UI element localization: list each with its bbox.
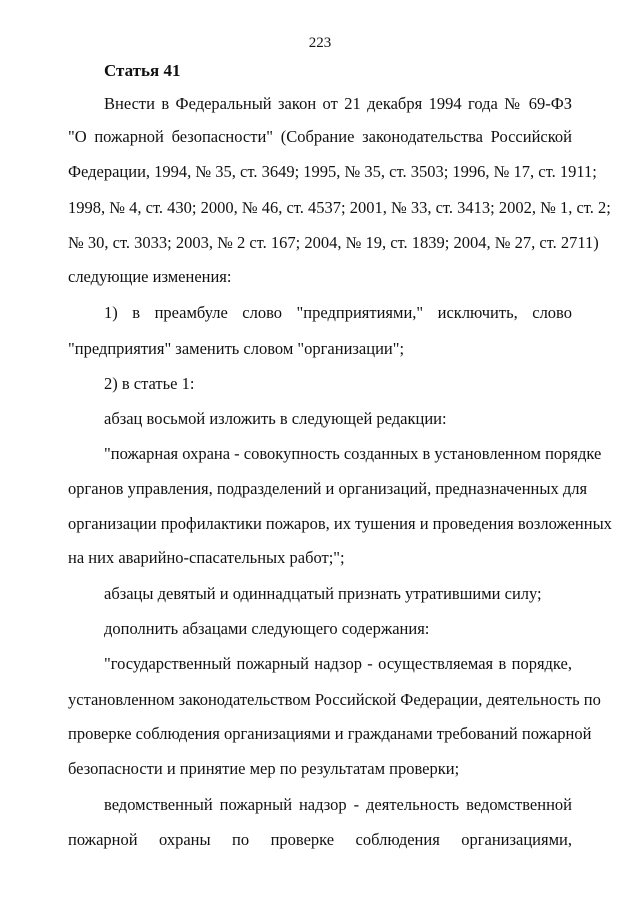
text-line: дополнить абзацами следующего содержания: [104, 619, 430, 638]
text-line: 2) в статье 1: [104, 374, 195, 393]
text-line: органов управления, подразделений и организаций, предназначенных для [68, 479, 588, 498]
text-line: на них аварийно-спасательных работ;"; [68, 548, 345, 567]
text-line: Федерации, 1994, № 35, ст. 3649; 1995, № 35, ст. 3503; 1996, № 17, ст. 1911; [68, 162, 597, 181]
text-line: 1) в преамбуле слово "предприятиями," исключить, слово [104, 303, 572, 322]
text-line: абзац восьмой изложить в следующей редакции: [104, 409, 447, 428]
text-line: пожарной охраны по проверке соблюдения организациями, [68, 830, 572, 849]
text-line: "государственный пожарный надзор - осуществляемая в порядке, [104, 654, 572, 673]
text-line: ведомственный пожарный надзор - деятельность ведомственной [104, 795, 572, 814]
text-line: "пожарная охрана - совокупность созданных в установленном порядке [104, 444, 602, 463]
text-line: № 30, ст. 3033; 2003, № 2 ст. 167; 2004, № 19, ст. 1839; 2004, № 27, ст. 2711) [68, 233, 599, 252]
text-line: "О пожарной безопасности" (Собрание законодательства Российской [68, 127, 572, 146]
text-line: безопасности и принятие мер по результатам проверки; [68, 759, 460, 778]
text-line: проверке соблюдения организациями и гражданами требований пожарной [68, 724, 592, 743]
text-line: абзацы девятый и одиннадцатый признать утратившими силу; [104, 584, 542, 603]
page-number: 223 [308, 35, 332, 51]
text-line: Внести в Федеральный закон от 21 декабря 1994 года № 69-ФЗ [104, 94, 572, 113]
text-line: "предприятия" заменить словом "организации"; [68, 339, 405, 358]
text-line: организации профилактики пожаров, их тушения и проведения возложенных [68, 514, 612, 533]
text-line: следующие изменения: [68, 267, 232, 286]
article-heading: Статья 41 [104, 61, 181, 80]
text-line: 1998, № 4, ст. 430; 2000, № 46, ст. 4537; 2001, № 33, ст. 3413; 2002, № 1, ст. 2; [68, 198, 611, 217]
text-line: установленном законодательством Российской Федерации, деятельность по [68, 690, 601, 709]
